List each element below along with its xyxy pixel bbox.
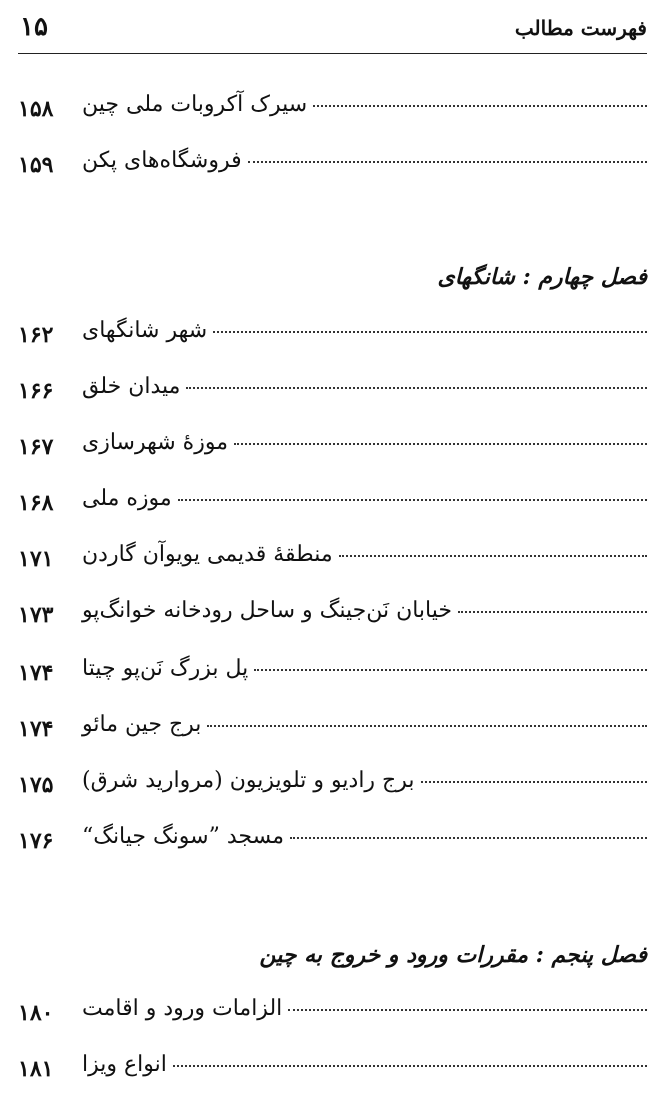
entry-page-number: ۱۵۹ <box>18 152 54 178</box>
dot-leader <box>421 781 647 783</box>
toc-entry[interactable] <box>18 374 647 414</box>
toc-entry[interactable] <box>18 430 647 470</box>
entry-line <box>78 712 647 737</box>
dot-leader <box>207 725 647 727</box>
toc-entry[interactable] <box>18 824 647 864</box>
entry-line <box>78 148 647 173</box>
entry-line <box>78 768 647 793</box>
chapter-heading: فصل پنجم : مقررات ورود و خروج به چین <box>259 942 647 968</box>
dot-leader <box>290 837 647 839</box>
entry-label: برج جین مائو <box>82 712 202 737</box>
toc-entry[interactable] <box>18 148 647 188</box>
toc-entry[interactable] <box>18 712 647 752</box>
dot-leader <box>254 669 647 671</box>
entry-page-number: ۱۸۰ <box>18 1000 54 1026</box>
dot-leader <box>234 443 647 445</box>
entry-label: الزامات ورود و اقامت <box>82 996 283 1021</box>
entry-page-number: ۱۷۱ <box>18 546 54 572</box>
toc-entry[interactable] <box>18 486 647 526</box>
entry-line <box>78 542 647 567</box>
toc-entry[interactable] <box>18 996 647 1036</box>
entry-line <box>78 996 647 1021</box>
entry-page-number: ۱۸۱ <box>18 1056 54 1082</box>
entry-line <box>78 374 647 399</box>
dot-leader <box>458 611 647 613</box>
entry-line <box>78 430 647 455</box>
entry-line <box>78 598 647 623</box>
dot-leader <box>288 1009 647 1011</box>
entry-page-number: ۱۷۳ <box>18 602 54 628</box>
dot-leader <box>186 387 647 389</box>
entry-line <box>78 1052 647 1077</box>
dot-leader <box>178 499 647 501</box>
entry-label: انواع ویزا <box>82 1052 167 1077</box>
entry-line <box>78 318 647 343</box>
dot-leader <box>313 105 647 107</box>
page-header <box>18 12 647 52</box>
entry-line <box>78 92 647 117</box>
entry-label: موزه ملی <box>82 486 172 511</box>
entry-label: شهر شانگهای <box>82 318 208 343</box>
dot-leader <box>248 161 647 163</box>
toc-entry[interactable] <box>18 92 647 132</box>
dot-leader <box>213 331 647 333</box>
entry-line <box>78 824 647 849</box>
entry-label: فروشگاه‌های پکن <box>82 148 242 173</box>
entry-line <box>78 486 647 511</box>
entry-page-number: ۱۷۴ <box>18 716 54 742</box>
entry-page-number: ۱۶۶ <box>18 378 54 404</box>
chapter-heading: فصل چهارم : شانگهای <box>437 264 647 290</box>
dot-leader <box>339 555 647 557</box>
entry-page-number: ۱۵۸ <box>18 96 54 122</box>
entry-label: سیرک آکروبات ملی چین <box>82 92 308 117</box>
toc-entry[interactable] <box>18 1052 647 1092</box>
entry-label: خیابان نَن‌جینگ و ساحل رودخانه خوانگ‌پو <box>82 598 452 623</box>
entry-page-number: ۱۶۲ <box>18 322 54 348</box>
entry-label: منطقهٔ قدیمی یویوآن گاردن <box>82 542 333 567</box>
entry-label: پل بزرگ نَن‌پو چیتا <box>82 656 249 681</box>
header-rule <box>18 53 647 54</box>
toc-entry[interactable] <box>18 318 647 358</box>
entry-page-number: ۱۶۷ <box>18 434 54 460</box>
toc-entry[interactable] <box>18 768 647 808</box>
entry-label: مسجد ”سونگ جیانگ“ <box>82 824 285 849</box>
entry-page-number: ۱۷۵ <box>18 772 54 798</box>
entry-label: موزهٔ شهرسازی <box>82 430 228 455</box>
entry-label: میدان خلق <box>82 374 181 399</box>
dot-leader <box>173 1065 647 1067</box>
page-number: ۱۵ <box>20 12 48 42</box>
entry-label: برج رادیو و تلویزیون (مروارید شرق) <box>82 768 415 793</box>
entry-page-number: ۱۷۶ <box>18 828 54 854</box>
toc-entry[interactable] <box>18 542 647 582</box>
toc-entry[interactable] <box>18 598 647 638</box>
entry-page-number: ۱۶۸ <box>18 490 54 516</box>
entry-page-number: ۱۷۴ <box>18 660 54 686</box>
header-title: فهرست مطالب <box>514 16 647 40</box>
toc-entry[interactable] <box>18 656 647 696</box>
entry-line <box>78 656 647 681</box>
